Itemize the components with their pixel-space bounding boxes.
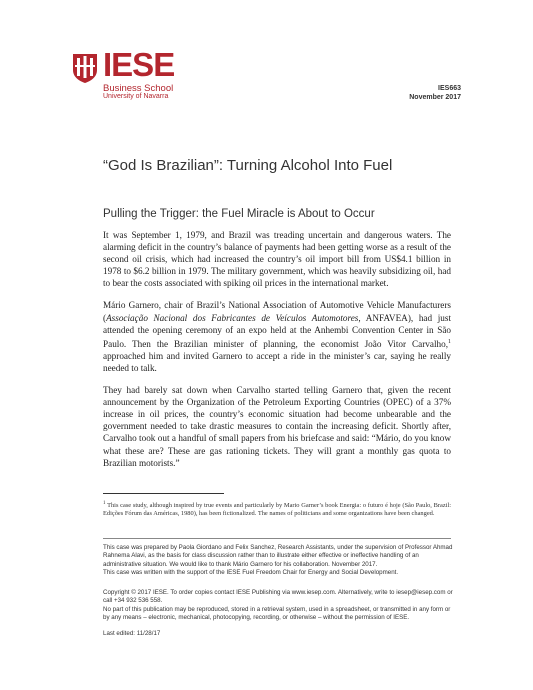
footnote-reference[interactable]: 1 (448, 338, 451, 345)
paragraph-3: They had barely sat down when Carvalho started telling Garnero that, given the recent announcement by the Organization of the Petroleum Exporting Countries (OPEC) of a 37% increase in oil prices, the country’s economic situation had become unbearable and the government needed to take drastic measures to contain the increasing deficit. Shortly after, Carvalho took out a handful of small papers from his briefcase and said: “Mário, do you know what these are? These are gas rationing tickets. They will grant a monthly gas quota to Brazilian motorists.” (103, 385, 451, 468)
credits-divider (103, 538, 451, 539)
footnote-divider (103, 493, 224, 494)
credits-line-1: This case was prepared by Paola Giordano and Felix Sanchez, Research Assistants, under the supervision of Professor Ahmad Rahnema Alavi, as the basis for class discussion rather than to illustrate either effective or ineffective handling of an administrative situation. We would like to thank Mário Garnero for his collaboration. November 2017. (103, 544, 453, 568)
document-code: IES663 (438, 85, 461, 92)
last-edited: Last edited: 11/28/17 (103, 630, 161, 637)
footnote (103, 500, 451, 519)
document-reference (409, 84, 461, 102)
association-name: Associação Nacional dos Fabricantes de Veículos Automotores (106, 312, 359, 323)
copyright-line-2: No part of this publication may be reproduced, stored in a retrieval system, used in a spreadsheet, or transmitted in any form or by any means – electronic, mechanical, photocopying, recording, or otherwise – without the permission of IESE. (103, 605, 451, 622)
copyright-notice (103, 589, 453, 623)
paragraph-1: It was September 1, 1979, and Brazil was treading uncertain and dangerous waters. The alarming deficit in the country’s balance of payments had been getting worse as a result of the second oil crisis, which had increased the country’s oil import bill from US$4.1 billion in 1978 to $6.2 billion in 1979. The military government, which was heavily subsidizing oil, had to bear the costs associated with spiking oil prices in the international market. (103, 230, 451, 289)
brand-name: IESE (103, 46, 175, 83)
iese-shield-icon (72, 52, 98, 84)
footnote-text: This case study, although inspired by true events and particularly by Mario Garner’s book Energia: o futuro é hoje (São Paulo, Brazil: Edições Fórum das Américas, 1980), has been fictionalized. The names of politicians and some organizations have been changed. (103, 502, 451, 518)
brand-university: University of Navarra (103, 93, 169, 100)
iese-logo (72, 46, 192, 102)
credits-line-2: This case was written with the support of the IESE Fuel Freedom Chair for Energy and Social Development. (103, 569, 399, 577)
brand-school: Business School (103, 83, 174, 94)
section-heading: Pulling the Trigger: the Fuel Miracle is About to Occur (103, 208, 375, 220)
case-title: “God Is Brazilian”: Turning Alcohol Into Fuel (103, 157, 393, 174)
case-credits (103, 544, 453, 578)
document-date: November 2017 (409, 94, 461, 101)
paragraph-2: Mário Garnero, chair of Brazil’s National Association of Automotive Vehicle Manufacturers (Associação Nacional dos Fabricantes de Veículos Automotores, ANFAVEA), had just attended the opening ceremony of an expo held at the Anhembi Convention Center in São Paulo. Then the Brazilian minister of planning, the economist João Vitor Carvalho,$^1$ approached him and invited Garnero to accept a ride in the minister’s car, saying he really needed to talk. (103, 300, 451, 373)
case-body (103, 229, 451, 479)
copyright-line-1: Copyright © 2017 IESE. To order copies contact IESE Publishing via www.iesep.com. Alternatively, write to iesep@iesep.com or call +34 932 536 558. (103, 589, 453, 605)
footnote-mark: 1 (103, 501, 106, 506)
